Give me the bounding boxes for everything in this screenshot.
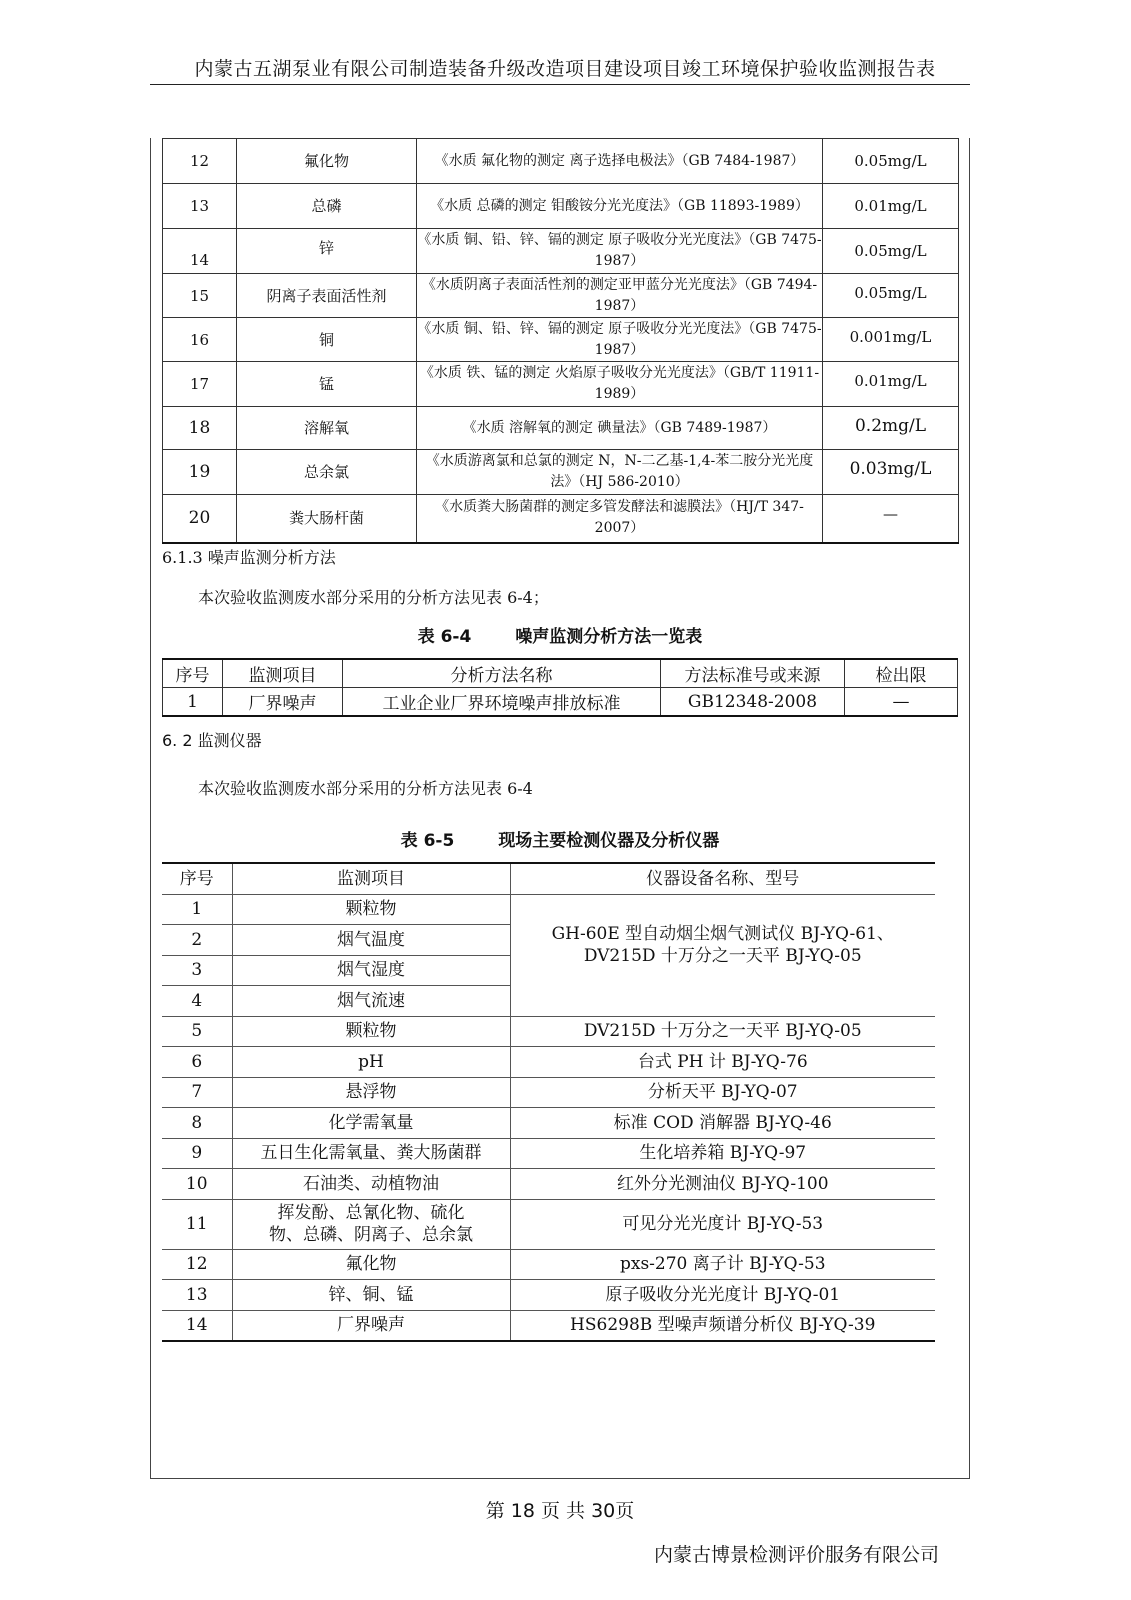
table-row <box>162 1108 935 1139</box>
instrument-name: 原子吸收分光光度计 BJ-YQ-01 <box>510 1280 935 1311</box>
caption-title: 噪声监测分析方法一览表 <box>515 627 703 647</box>
detection-limit: — <box>845 688 958 717</box>
table-row <box>162 1016 935 1047</box>
monitoring-item: 五日生化需氧量、粪大肠菌群 <box>232 1138 510 1169</box>
row-number: 5 <box>162 1016 232 1047</box>
monitoring-item: 厂界噪声 <box>232 1310 510 1341</box>
row-number: 20 <box>163 495 237 543</box>
method-name: 《水质 铁、锰的测定 火焰原子吸收分光光度法》（GB/T 11911-1989） <box>417 362 823 407</box>
instrument-name: pxs-270 离子计 BJ-YQ-53 <box>510 1249 935 1280</box>
row-number: 17 <box>163 362 237 407</box>
row-number: 9 <box>162 1138 232 1169</box>
table-row <box>163 229 959 274</box>
section-body-noise-method: 本次验收监测废水部分采用的分析方法见表 6-4； <box>198 588 549 607</box>
row-number: 1 <box>163 688 223 717</box>
monitoring-item: 总余氯 <box>237 450 417 495</box>
row-number: 13 <box>162 1280 232 1311</box>
method-name: 《水质 溶解氧的测定 碘量法》（GB 7489-1987） <box>417 407 823 450</box>
table-row <box>162 1199 935 1249</box>
instrument-name: 生化培养箱 BJ-YQ-97 <box>510 1138 935 1169</box>
monitoring-item: 颗粒物 <box>232 1016 510 1047</box>
detection-limit: 0.05mg/L <box>823 139 959 184</box>
monitoring-item: 挥发酚、总氰化物、硫化物、总磷、阴离子、总余氯 <box>232 1199 510 1249</box>
table-row <box>162 1169 935 1200</box>
table-row <box>163 688 958 717</box>
instrument-name: 标准 COD 消解器 BJ-YQ-46 <box>510 1108 935 1139</box>
method-name: 《水质游离氯和总氯的测定 N，N-二乙基-1,4-苯二胺分光光度法》（HJ 586-2010） <box>417 450 823 495</box>
instrument-name: DV215D 十万分之一天平 BJ-YQ-05 <box>510 1016 935 1047</box>
row-number: 6 <box>162 1047 232 1078</box>
analysis-method-table <box>162 138 959 544</box>
method-name: 《水质阴离子表面活性剂的测定亚甲蓝分光光度法》（GB 7494-1987） <box>417 274 823 318</box>
detection-limit: 0.05mg/L <box>823 229 959 274</box>
section-heading-instruments: 6. 2 监测仪器 <box>162 731 262 750</box>
instrument-name: 分析天平 BJ-YQ-07 <box>510 1077 935 1108</box>
table-row <box>162 1077 935 1108</box>
row-number: 3 <box>162 955 232 986</box>
monitoring-item: 烟气温度 <box>232 925 510 956</box>
table-row <box>162 1310 935 1341</box>
header-rule <box>150 84 970 85</box>
table-header-row <box>162 863 935 894</box>
monitoring-item: 锌 <box>237 229 417 274</box>
row-number: 19 <box>163 450 237 495</box>
report-title: 内蒙古五湖泵业有限公司制造装备升级改造项目建设项目竣工环境保护验收监测报告表 <box>194 58 936 80</box>
method-name: 《水质粪大肠菌群的测定多管发酵法和滤膜法》（HJ/T 347-2007） <box>417 495 823 543</box>
merged-instrument-cell: GH-60E 型自动烟尘烟气测试仪 BJ-YQ-61、DV215D 十万分之一天平 BJ-YQ-05 <box>510 894 935 1016</box>
instrument-name: 台式 PH 计 BJ-YQ-76 <box>510 1047 935 1078</box>
table-header-row <box>163 659 958 688</box>
table-row <box>163 450 959 495</box>
table-caption-6-4 <box>150 622 970 647</box>
standard-number: GB12348-2008 <box>661 688 845 717</box>
monitoring-item: 溶解氧 <box>237 407 417 450</box>
table-row <box>163 495 959 543</box>
detection-limit: 0.03mg/L <box>823 450 959 495</box>
instrument-name: 可见分光光度计 BJ-YQ-53 <box>510 1199 935 1249</box>
section-body-instruments: 本次验收监测废水部分采用的分析方法见表 6-4 <box>198 779 533 798</box>
monitoring-item: 悬浮物 <box>232 1077 510 1108</box>
monitoring-item: 锌、铜、锰 <box>232 1280 510 1311</box>
section-heading-noise-method: 6.1.3 噪声监测分析方法 <box>162 548 336 567</box>
detection-limit: — <box>823 495 959 543</box>
table-row <box>162 1138 935 1169</box>
table-row <box>163 362 959 407</box>
row-number: 12 <box>162 1249 232 1280</box>
column-header: 序号 <box>163 659 223 688</box>
table-caption-6-5 <box>150 826 970 851</box>
row-number: 16 <box>163 318 237 362</box>
column-header: 分析方法名称 <box>343 659 661 688</box>
page-number: 第 18 页 共 30页 <box>485 1500 635 1522</box>
row-number: 14 <box>162 1310 232 1341</box>
detection-limit: 0.01mg/L <box>823 362 959 407</box>
monitoring-item: 铜 <box>237 318 417 362</box>
table-row <box>163 407 959 450</box>
method-name: 《水质 总磷的测定 钼酸铵分光光度法》（GB 11893-1989） <box>417 184 823 229</box>
instrument-table <box>162 862 935 1342</box>
monitoring-item: 烟气湿度 <box>232 955 510 986</box>
table-row <box>162 894 935 925</box>
method-name: 《水质 氟化物的测定 离子选择电极法》（GB 7484-1987） <box>417 139 823 184</box>
column-header: 序号 <box>162 863 232 894</box>
method-name: 《水质 铜、铅、锌、镉的测定 原子吸收分光光度法》（GB 7475-1987） <box>417 229 823 274</box>
monitoring-item: 厂界噪声 <box>223 688 343 717</box>
row-number: 18 <box>163 407 237 450</box>
monitoring-item: 粪大肠杆菌 <box>237 495 417 543</box>
instrument-name: HS6298B 型噪声频谱分析仪 BJ-YQ-39 <box>510 1310 935 1341</box>
detection-limit: 0.001mg/L <box>823 318 959 362</box>
monitoring-item: 化学需氧量 <box>232 1108 510 1139</box>
detection-limit: 0.05mg/L <box>823 274 959 318</box>
caption-number: 表 6-5 <box>400 831 455 851</box>
monitoring-item: 总磷 <box>237 184 417 229</box>
caption-number: 表 6-4 <box>417 627 472 647</box>
method-name: 工业企业厂界环境噪声排放标准 <box>343 688 661 717</box>
instrument-name: 红外分光测油仪 BJ-YQ-100 <box>510 1169 935 1200</box>
table-row <box>162 1249 935 1280</box>
row-number: 14 <box>163 229 237 274</box>
footer-company: 内蒙古博景检测评价服务有限公司 <box>653 1544 939 1566</box>
column-header: 检出限 <box>845 659 958 688</box>
monitoring-item: pH <box>232 1047 510 1078</box>
noise-method-table <box>162 658 958 717</box>
table-row <box>163 184 959 229</box>
row-number: 13 <box>163 184 237 229</box>
table-row <box>163 139 959 184</box>
row-number: 7 <box>162 1077 232 1108</box>
column-header: 方法标准号或来源 <box>661 659 845 688</box>
column-header: 监测项目 <box>232 863 510 894</box>
monitoring-item: 颗粒物 <box>232 894 510 925</box>
row-number: 15 <box>163 274 237 318</box>
monitoring-item: 氟化物 <box>237 139 417 184</box>
method-name: 《水质 铜、铅、锌、镉的测定 原子吸收分光光度法》（GB 7475-1987） <box>417 318 823 362</box>
row-number: 4 <box>162 986 232 1017</box>
row-number: 10 <box>162 1169 232 1200</box>
row-number: 2 <box>162 925 232 956</box>
monitoring-item: 氟化物 <box>232 1249 510 1280</box>
column-header: 仪器设备名称、型号 <box>510 863 935 894</box>
row-number: 8 <box>162 1108 232 1139</box>
monitoring-item: 阴离子表面活性剂 <box>237 274 417 318</box>
monitoring-item: 石油类、动植物油 <box>232 1169 510 1200</box>
row-number: 11 <box>162 1199 232 1249</box>
detection-limit: 0.01mg/L <box>823 184 959 229</box>
row-number: 1 <box>162 894 232 925</box>
table-row <box>162 1280 935 1311</box>
detection-limit: 0.2mg/L <box>823 407 959 450</box>
row-number: 12 <box>163 139 237 184</box>
table-row <box>163 274 959 318</box>
column-header: 监测项目 <box>223 659 343 688</box>
table-row <box>163 318 959 362</box>
caption-title: 现场主要检测仪器及分析仪器 <box>498 831 720 851</box>
monitoring-item: 烟气流速 <box>232 986 510 1017</box>
table-row <box>162 1047 935 1078</box>
monitoring-item: 锰 <box>237 362 417 407</box>
